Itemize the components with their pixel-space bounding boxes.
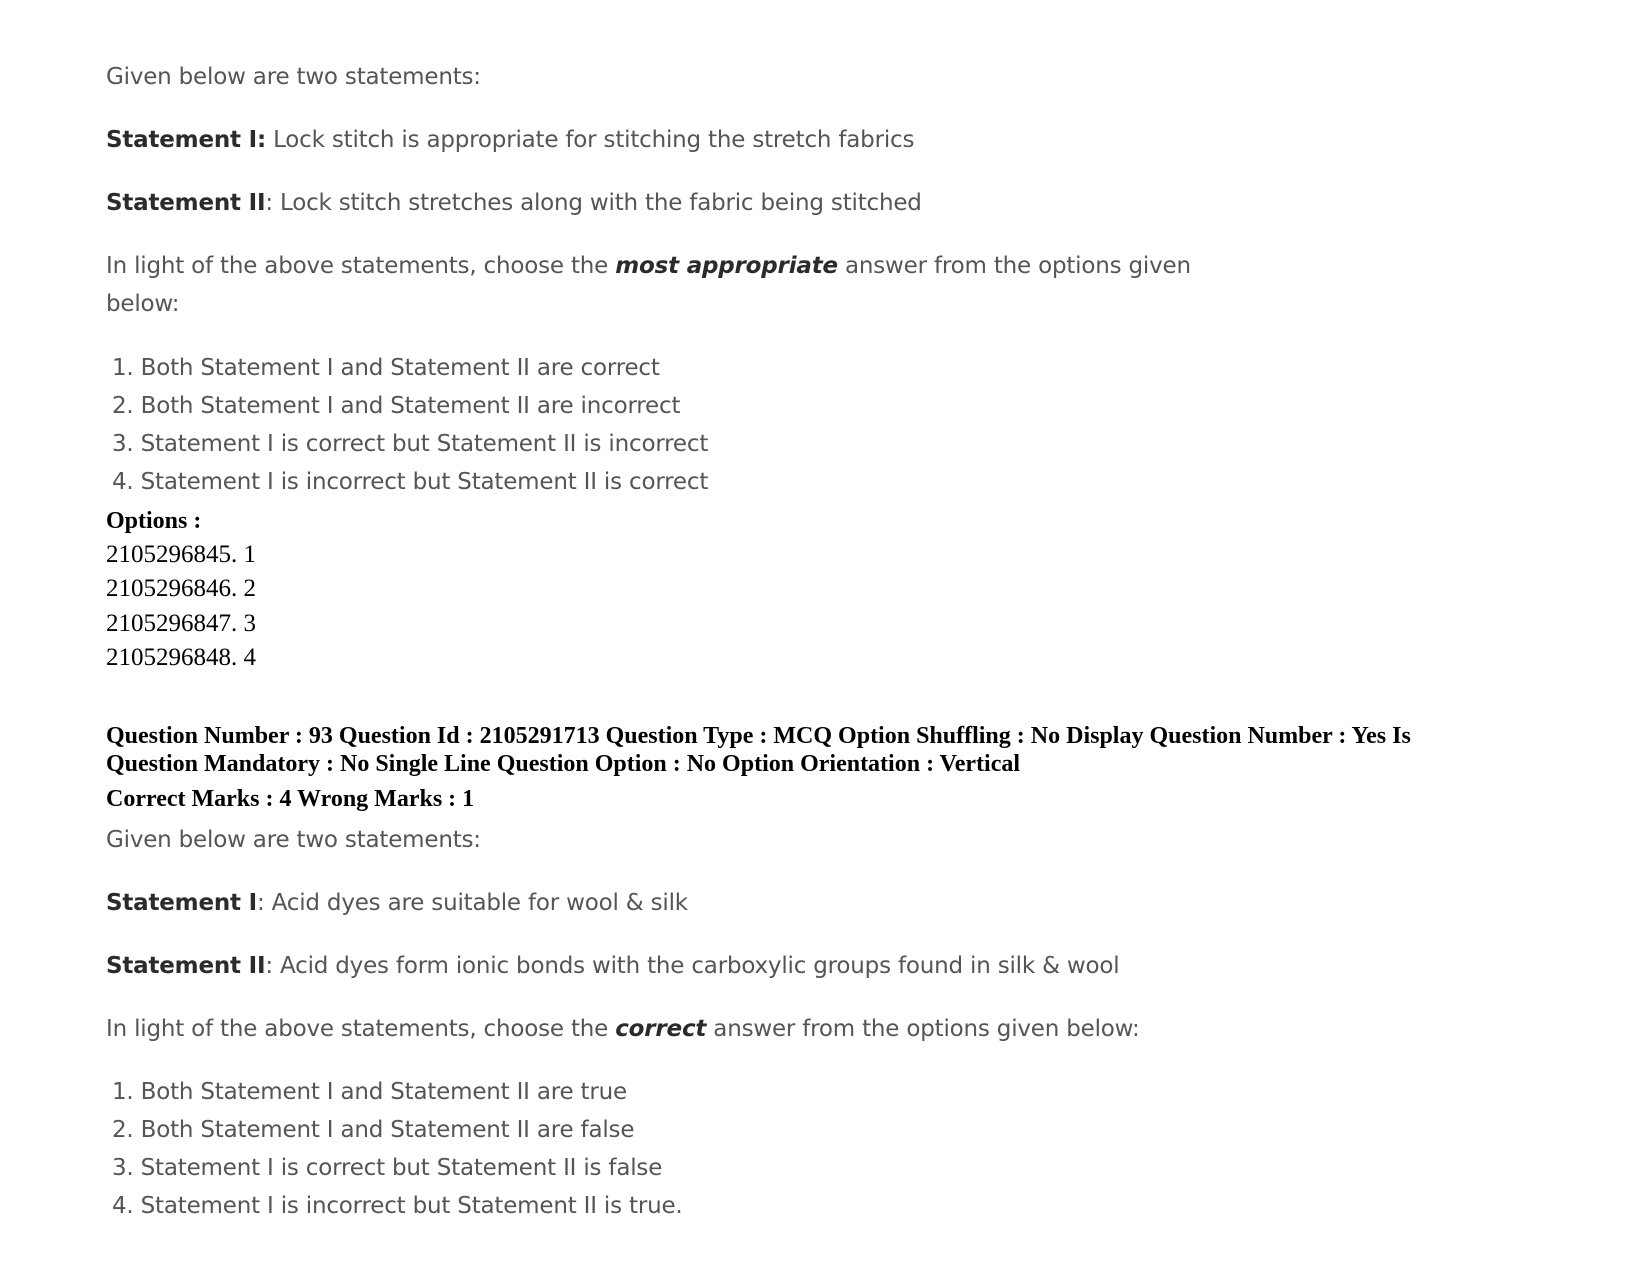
q92-statement-2 <box>106 190 922 216</box>
q93-meta-line-2: Question Mandatory : No Single Line Question Option : No Option Orientation : Vertical <box>106 751 1021 777</box>
q92-statement-2-text: : Lock stitch stretches along with the fabric being stitched <box>265 190 922 216</box>
q93-statement-1-label: Statement I <box>106 890 257 916</box>
q93-intro: Given below are two statements: <box>106 827 481 853</box>
q92-instruction-before: In light of the above statements, choose the <box>106 253 616 279</box>
q92-instruction-emphasis: most appropriate <box>615 253 838 279</box>
q92-option-3: 2105296847. 3 <box>106 610 256 637</box>
q93-marks: Correct Marks : 4 Wrong Marks : 1 <box>106 786 475 812</box>
q92-statement-1 <box>106 127 914 153</box>
q92-choice-4: 4. Statement I is incorrect but Statement II is correct <box>112 469 709 495</box>
q92-option-4: 2105296848. 4 <box>106 644 256 671</box>
q93-instruction-before: In light of the above statements, choose the <box>106 1016 616 1042</box>
q93-statement-1 <box>106 890 688 916</box>
q92-intro: Given below are two statements: <box>106 64 481 90</box>
q92-choice-3: 3. Statement I is correct but Statement II is incorrect <box>112 431 709 457</box>
q93-statement-2 <box>106 953 1119 979</box>
q93-statement-2-label: Statement II <box>106 953 266 979</box>
q93-choice-4: 4. Statement I is incorrect but Statement II is true. <box>112 1193 683 1219</box>
q92-option-2: 2105296846. 2 <box>106 575 256 602</box>
q93-choice-3: 3. Statement I is correct but Statement II is false <box>112 1155 663 1181</box>
q92-choice-1: 1. Both Statement I and Statement II are correct <box>112 355 660 381</box>
q92-option-1: 2105296845. 1 <box>106 541 256 568</box>
q92-options-label: Options : <box>106 508 202 534</box>
q92-statement-2-label: Statement II <box>106 190 266 216</box>
q92-instruction-after: answer from the options given <box>837 253 1191 279</box>
q92-statement-1-text: Lock stitch is appropriate for stitching the stretch fabrics <box>265 127 915 153</box>
q93-instruction <box>106 1016 1140 1042</box>
q92-instruction <box>106 253 1191 279</box>
q93-statement-1-text: : Acid dyes are suitable for wool & silk <box>256 890 688 916</box>
q93-choice-2: 2. Both Statement I and Statement II are false <box>112 1117 635 1143</box>
q93-meta-line-1: Question Number : 93 Question Id : 2105291713 Question Type : MCQ Option Shuffling : No Display Question Number : Yes Is <box>106 723 1411 749</box>
q92-instruction-line-2: below: <box>106 291 180 317</box>
q93-statement-2-text: : Acid dyes form ionic bonds with the carboxylic groups found in silk & wool <box>265 953 1120 979</box>
q93-instruction-after: answer from the options given below: <box>706 1016 1140 1042</box>
q92-statement-1-label: Statement I: <box>106 127 266 153</box>
q93-choice-1: 1. Both Statement I and Statement II are true <box>112 1079 627 1105</box>
q93-instruction-emphasis: correct <box>615 1016 707 1042</box>
q92-choice-2: 2. Both Statement I and Statement II are incorrect <box>112 393 681 419</box>
